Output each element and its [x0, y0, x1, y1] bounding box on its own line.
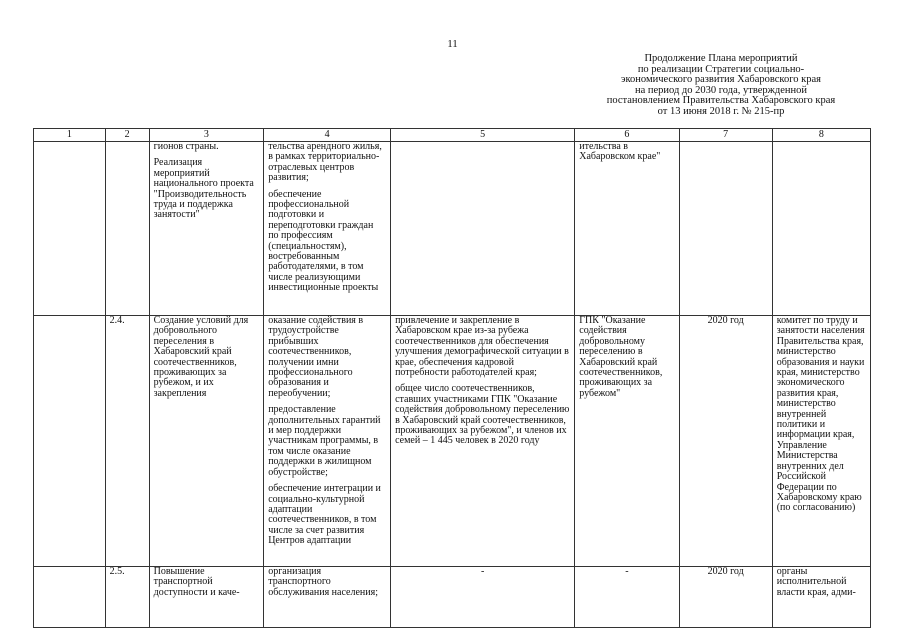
table-header-row — [34, 129, 871, 142]
column-header: 4 — [264, 129, 391, 142]
cell-paragraph: ГПК "Оказание содействия добровольному переселению в Хабаровский край соотечественников, проживающих за рубежом" — [579, 315, 663, 399]
cell-deadline — [679, 142, 772, 316]
cell-actions — [264, 316, 391, 567]
measures-table — [33, 128, 871, 628]
cell-paragraph: оказание содействия в трудоустройстве прибывших соотечественников, получении имни профессионального образования и переобучении; — [268, 315, 364, 399]
cell-results — [391, 142, 575, 316]
cell-results — [391, 316, 575, 567]
cell-paragraph: организация транспортного обслуживания населения; — [268, 566, 378, 598]
table-row — [34, 567, 871, 628]
page-number: 11 — [447, 38, 458, 50]
cell-number: 2.4. — [105, 316, 149, 567]
cell-results — [391, 567, 575, 628]
cell-paragraph: Реализация мероприятий национального проекта "Производительность труда и поддержка занятости" — [153, 157, 254, 221]
table-row — [34, 142, 871, 316]
column-header: 3 — [149, 129, 264, 142]
cell-number — [105, 142, 149, 316]
cell-paragraph: гионов страны. — [153, 141, 219, 152]
column-header: 7 — [679, 129, 772, 142]
cell-paragraph: комитет по труду и занятости населения Правительства края, министерство образования и науки края, министерство экономического развития края, министерство внутренней политики и информации края, Управление Министерства внутренних дел Российской Федерации по Хабаровскому краю (по согласованию) — [776, 315, 865, 514]
cell-paragraph: обеспечение интеграции и социально-культурной адаптации соотечественников, в том числе за счет развития Центров адаптации — [268, 483, 381, 547]
cell-actions — [264, 142, 391, 316]
cell-paragraph: обеспечение профессиональной подготовки и переподготовки граждан по профессиям (специальностям), востребованным работодателями, в том числе реализующими инвестиционные проекты — [268, 188, 379, 294]
cell-index — [34, 567, 106, 628]
cell-paragraph: Повышение транспортной доступности и каче- — [153, 566, 240, 598]
document-header — [571, 54, 871, 118]
column-header: 1 — [34, 129, 106, 142]
table-row — [34, 316, 871, 567]
cell-paragraph: общее число соотечественников, ставших участниками ГПК "Оказание содействия добровольному переселению в Хабаровский край соотечественников, проживающих за рубежом", и членов их семей – 1 445 человек в 2020 году — [395, 383, 570, 447]
cell-measure — [149, 142, 264, 316]
column-header: 8 — [772, 129, 870, 142]
cell-deadline: 2020 год — [679, 316, 772, 567]
cell-program — [575, 316, 679, 567]
cell-paragraph: ительства в Хабаровском крае" — [579, 141, 661, 163]
cell-program — [575, 142, 679, 316]
column-header: 2 — [105, 129, 149, 142]
header-line: по реализации Стратегии социально- — [637, 63, 805, 75]
cell-number: 2.5. — [105, 567, 149, 628]
column-header: 5 — [391, 129, 575, 142]
cell-measure — [149, 316, 264, 567]
cell-index — [34, 142, 106, 316]
cell-deadline: 2020 год — [679, 567, 772, 628]
header-line: Продолжение Плана мероприятий — [644, 53, 798, 64]
header-line: от 13 июня 2018 г. № 215-пр — [657, 105, 785, 117]
header-line: на период до 2030 года, утвержденной — [634, 84, 808, 96]
cell-responsible — [772, 316, 870, 567]
cell-index — [34, 316, 106, 567]
column-header: 6 — [575, 129, 679, 142]
header-line: экономического развития Хабаровского края — [620, 74, 822, 86]
cell-paragraph: тельства арендного жилья, в рамках территориально-отраслевых центров развития; — [268, 141, 382, 184]
cell-paragraph: - — [625, 566, 629, 577]
cell-measure — [149, 567, 264, 628]
cell-program — [575, 567, 679, 628]
cell-paragraph: органы исполнительной власти края, адми- — [776, 566, 856, 598]
cell-paragraph: предоставление дополнительных гарантий и мер поддержки участникам программы, в том числе оказание поддержки в жилищном обустройстве; — [268, 404, 381, 478]
cell-actions — [264, 567, 391, 628]
cell-paragraph: Создание условий для добровольного переселения в Хабаровский край соотечественников, проживающих за рубежом, и их закрепления — [153, 315, 249, 399]
cell-responsible — [772, 142, 870, 316]
cell-paragraph: привлечение и закрепление в Хабаровском крае из-за рубежа соотечественников для обеспечения улучшения демографической ситуации в крае, обеспечения кадровой потребности работодателей края; — [395, 315, 569, 379]
cell-paragraph: - — [480, 566, 485, 577]
header-line: постановлением Правительства Хабаровского края — [606, 95, 836, 107]
cell-responsible — [772, 567, 870, 628]
